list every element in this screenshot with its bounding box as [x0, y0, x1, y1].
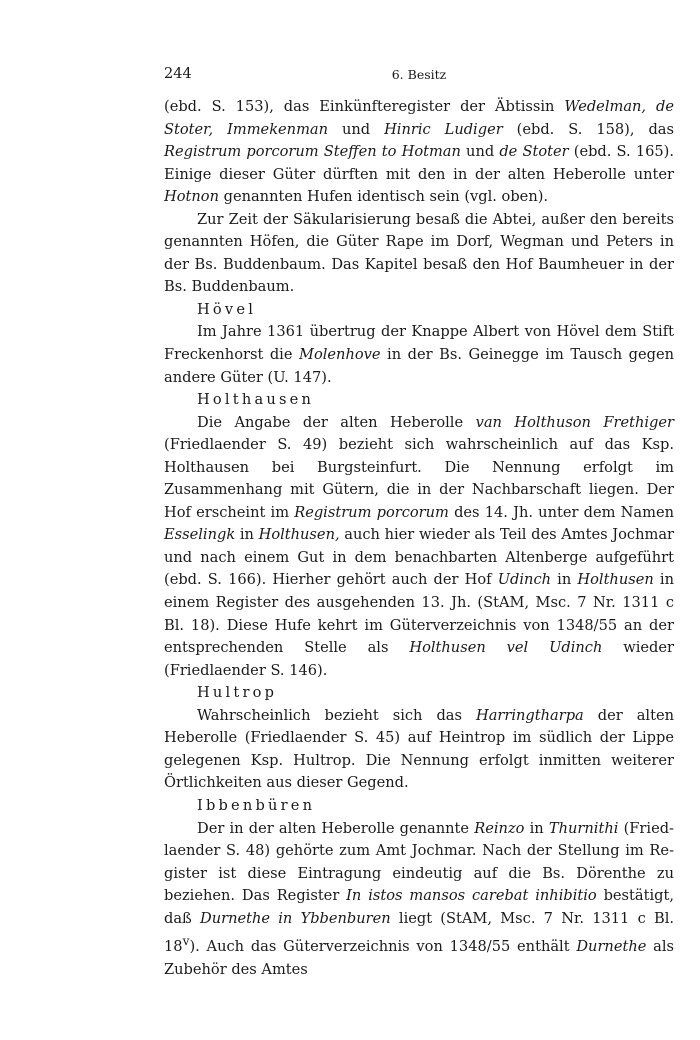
section-heading-hoevel: Hövel: [197, 300, 257, 318]
running-title: 6. Besitz: [391, 67, 447, 82]
italic-name: Holthusen: [577, 571, 654, 589]
text-run: (Friedlaender S. 49) bezieht sich wahrscheinlich auf das Ksp. Holthausen bei Burgsteinfurt. Die Nennung erfolgt im Zusammenhang mit Gütern, die in der Nachbarschaft liegen. Der Hof erscheint im: [164, 436, 674, 521]
text-run: wieder (Friedlaender S. 146).: [164, 639, 675, 679]
section-heading-hultrop: Hultrop: [197, 684, 278, 702]
paragraph-hoevel: [164, 321, 674, 389]
text-run: (Friedlaender S. 48) gehörte zum Amt Jochmar. Nach der Stellung im Register ist diese Eintragung eindeutig auf die Bs. Dörenthe zu beziehen. Das Register: [164, 819, 674, 905]
italic-name: Harringtharpa: [475, 706, 584, 724]
text-run: und: [460, 143, 500, 161]
italic-name: In istos mansos carebat inhibitio: [346, 887, 597, 905]
italic-name: Esselingk: [164, 526, 236, 544]
text-run: in einem Register des ausgehenden 13. Jh. (StAM, Msc. 7 Nr. 1311 c Bl. 18). Diese Hufe kehrt im Güterverzeichnis von 1348/55 an der entsprechenden Stelle als: [164, 571, 674, 657]
text-run: und: [328, 120, 385, 138]
text-run: als Zubehör des Amtes: [164, 938, 675, 978]
italic-name: Durnethe in Ybbenburen: [200, 909, 391, 927]
text-run: in: [235, 526, 259, 544]
text-run: Wahrscheinlich bezieht sich das: [197, 706, 476, 724]
italic-name: Udinch: [497, 571, 552, 589]
section-heading-ibbenbueren: Ibbenbüren: [197, 796, 316, 814]
italic-name: van Holthuson Frethiger: [475, 413, 674, 431]
text-run: liegt (StAM, Msc. 7 Nr. 1311 c Bl. 18: [164, 909, 674, 956]
text-run: in: [551, 571, 578, 589]
page-body: [164, 96, 674, 981]
italic-name: Thurnithi: [548, 819, 619, 837]
italic-name: Registrum porcorum Steffen to Hotman: [164, 143, 461, 161]
text-run: auch hier wieder als Teil des Amtes Jochmar und nach einem Gut in dem benachbarten Altenberge aufgeführt (ebd. S. 166). Hierher gehört auch der Hof: [164, 526, 674, 589]
italic-name: Reinzo: [474, 819, 525, 837]
page-header: [164, 66, 674, 88]
italic-name: Holthusen vel Udinch: [409, 639, 603, 657]
paragraph-hultrop: [164, 705, 674, 795]
italic-name: Registrum porcorum: [294, 503, 449, 521]
text-run: bestätigt, daß: [164, 887, 674, 927]
superscript-verso: v: [182, 934, 190, 949]
text-run: Die Angabe der alten Heberolle: [197, 413, 476, 431]
italic-name: Durnethe: [576, 938, 647, 956]
section-heading-holthausen: Holthausen: [197, 391, 315, 409]
paragraph-holthausen: [164, 412, 674, 683]
italic-name: Wedelman, de Stoter, Immekenman: [164, 98, 674, 138]
text-run: ). Auch das Güterverzeichnis von 1348/55 enthält: [189, 938, 577, 956]
text-run: (ebd. S. 153), das Einkünfteregister der Äbtissin: [164, 98, 565, 115]
text-run: des 14. Jh. unter dem Namen: [448, 503, 674, 521]
text-run: genannten Hufen identisch sein (vgl. oben).: [218, 188, 549, 206]
text-run: (ebd. S. 165). Einige dieser Güter dürften mit den in der alten Heberolle unter: [164, 143, 675, 183]
page-number: 244: [164, 66, 192, 82]
text-run: in: [524, 819, 549, 837]
text-run: der alten Heberolle (Friedlaender S. 45) auf Heintrop im südlich der Lippe gelegenen Ksp. Hultrop. Die Nennung erfolgt inmitten weiterer Örtlichkeiten aus dieser Gegend.: [164, 706, 674, 792]
paragraph-ibbenbueren: [164, 818, 674, 982]
text-run: Der in der alten Heberolle genannte: [197, 819, 475, 837]
italic-name: Hinric Ludiger: [384, 120, 503, 138]
paragraph-saekularisierung: Zur Zeit der Säkularisierung besaß die Abtei, außer den bereits genannten Höfen, die Güter Rape im Dorf, Wegman und Peters in der Bs. Buddenbaum. Das Kapitel besaß den Hof Baumheuer in der Bs. Buddenbaum.: [164, 210, 674, 296]
italic-name: Hotnon: [164, 188, 219, 206]
italic-name: Holthusen,: [258, 526, 340, 544]
text-run: Im Jahre 1361 übertrug der Knappe Albert von Hövel dem Stift Freckenhorst die: [164, 323, 674, 364]
paragraph-continuation: [164, 96, 674, 209]
italic-name: de Stoter: [499, 143, 569, 161]
text-run: (ebd. S. 158), das: [502, 120, 674, 138]
text-run: in der Bs. Geinegge im Tausch gegen andere Güter (U. 147).: [164, 346, 675, 386]
italic-name: Molenhove: [299, 346, 381, 364]
